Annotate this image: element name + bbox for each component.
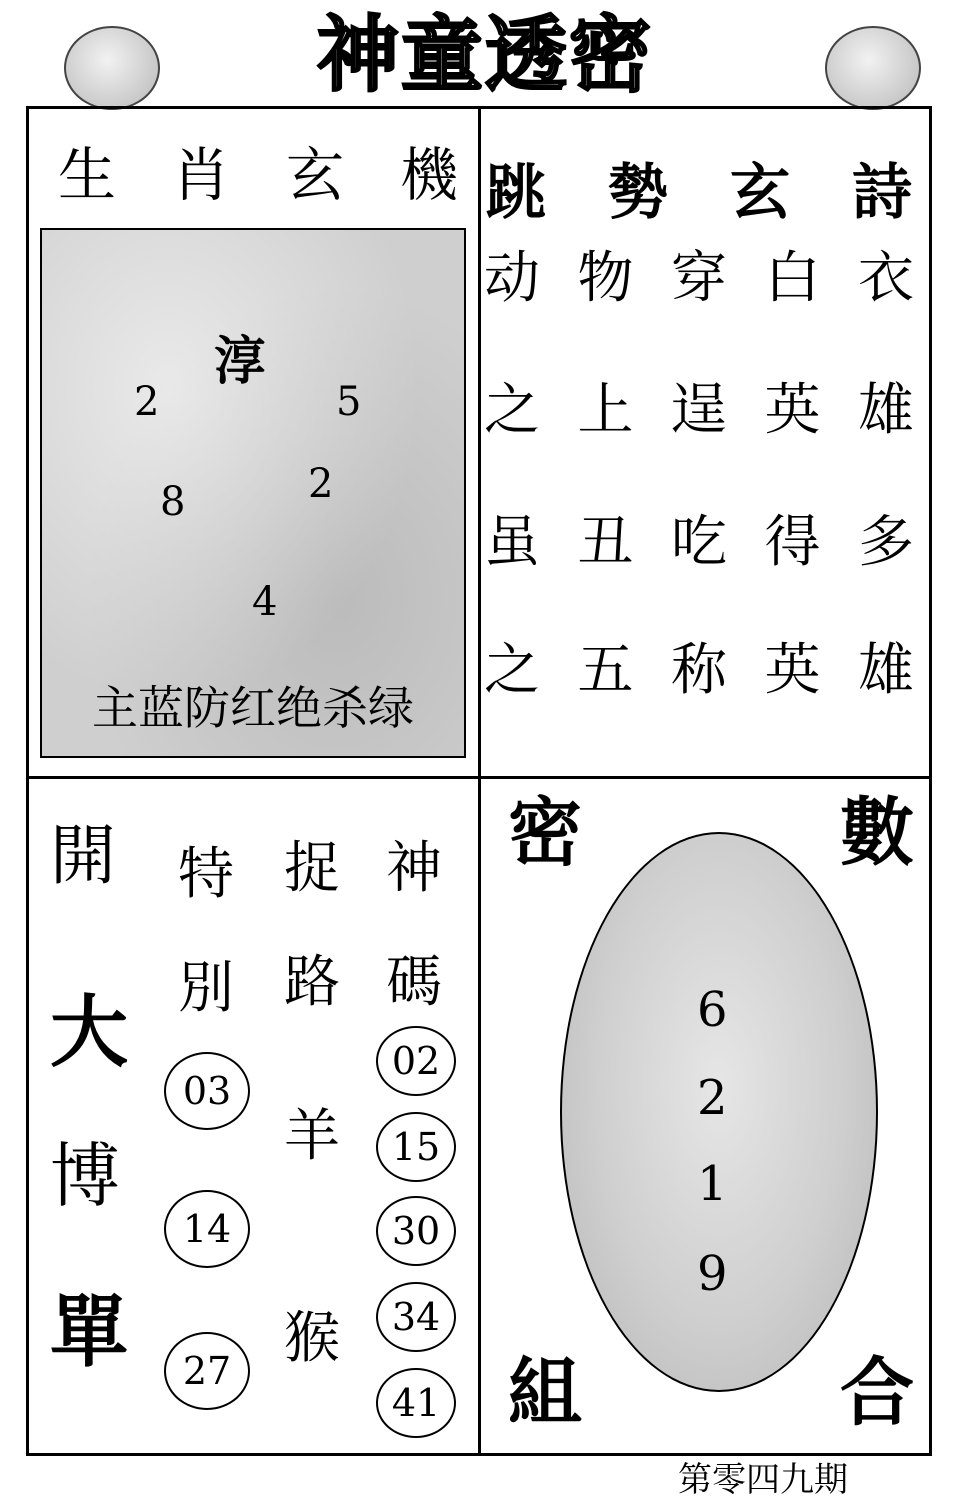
horizontal-divider	[26, 776, 932, 779]
zodiac-grey-box	[40, 228, 466, 758]
poem-char: 得	[764, 510, 821, 575]
poem-char: 穿	[671, 246, 727, 311]
number-circle: 15	[376, 1112, 456, 1182]
poem-char: 英	[764, 378, 821, 443]
poem-title-char: 勢	[608, 158, 668, 228]
poem-row	[484, 246, 914, 312]
poem-row	[484, 378, 914, 444]
zodiac-number: 2	[134, 379, 160, 425]
left-char-da: 大	[50, 988, 129, 1078]
zodiac-title-char: 機	[399, 141, 458, 209]
corner-char-zu: 組	[508, 1350, 582, 1436]
column-heading-char: 捉	[284, 836, 340, 901]
zodiac-number: 2	[308, 461, 334, 507]
left-char-dan: 單	[50, 1288, 129, 1378]
number-circle: 27	[164, 1332, 250, 1410]
column-heading-char: 碼	[386, 950, 442, 1015]
zodiac-number: 5	[336, 379, 362, 425]
zodiac-number: 4	[252, 579, 278, 625]
poem-char: 雄	[858, 378, 914, 443]
poem-char: 称	[671, 638, 727, 703]
number-circle: 41	[376, 1368, 456, 1438]
vertical-divider	[478, 106, 481, 1456]
zodiac-pick: 猴	[284, 1306, 340, 1371]
poem-char: 虽	[484, 510, 540, 575]
zodiac-title	[58, 140, 458, 210]
poem-char: 多	[858, 510, 914, 575]
poem-char: 雄	[858, 638, 914, 703]
corner-char-shu: 數	[840, 790, 914, 876]
corner-char-mi: 密	[508, 790, 582, 876]
combo-digit: 6	[697, 982, 728, 1038]
poem-title-char: 詩	[852, 158, 912, 228]
page-title: 神童透密	[316, 7, 653, 103]
poem-char: 上	[577, 378, 634, 443]
zodiac-bottom-text: 主蓝防红绝杀绿	[92, 681, 414, 735]
poem-char: 衣	[858, 246, 914, 311]
combo-digit: 1	[697, 1156, 728, 1212]
poem-char: 五	[577, 638, 634, 703]
zodiac-title-char: 肖	[171, 141, 230, 209]
column-heading-char: 神	[386, 836, 442, 901]
combo-oval	[560, 832, 878, 1392]
poem-char: 吃	[671, 510, 727, 575]
decorative-ball-right	[825, 26, 921, 110]
poem-title-char: 跳	[486, 158, 546, 228]
issue-number: 第零四九期	[678, 1460, 848, 1500]
number-circle: 02	[376, 1026, 456, 1096]
combo-digit: 2	[697, 1070, 728, 1126]
poem-char: 物	[577, 246, 634, 311]
poem-char: 之	[484, 638, 540, 703]
zodiac-center-char: 淳	[214, 331, 267, 392]
poem-char: 之	[484, 378, 540, 443]
number-circle: 14	[164, 1190, 250, 1268]
column-heading-char: 別	[178, 956, 234, 1021]
poem-row	[484, 638, 914, 704]
corner-char-he: 合	[840, 1350, 914, 1436]
poem-char: 英	[764, 638, 821, 703]
number-circle: 34	[376, 1282, 456, 1352]
left-char-bo: 博	[50, 1135, 120, 1217]
number-circle: 30	[376, 1196, 456, 1266]
zodiac-number: 8	[160, 479, 186, 525]
decorative-ball-left	[64, 26, 160, 110]
combo-digit: 9	[697, 1246, 728, 1302]
poem-char: 白	[764, 246, 821, 311]
zodiac-title-char: 玄	[285, 141, 344, 209]
column-heading-char: 路	[284, 950, 340, 1015]
poem-title-char: 玄	[730, 158, 790, 228]
column-heading-char: 特	[178, 842, 234, 907]
poem-row	[484, 510, 914, 576]
left-char-kai: 開	[50, 817, 116, 894]
zodiac-title-char: 生	[58, 141, 117, 209]
number-circle: 03	[164, 1052, 250, 1130]
zodiac-pick: 羊	[284, 1104, 340, 1169]
poem-char: 动	[484, 246, 540, 311]
poem-char: 逞	[671, 378, 727, 443]
poem-char: 丑	[577, 510, 634, 575]
poem-title	[486, 158, 912, 228]
